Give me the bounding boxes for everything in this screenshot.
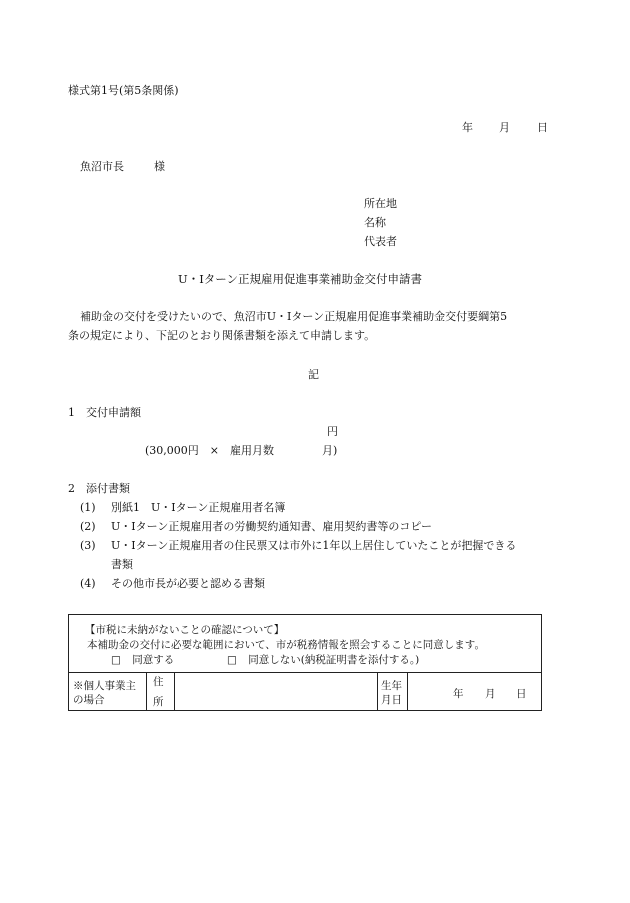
tax-box-text: 本補助金の交付に必要な範囲において、市が税務情報を照会することに同意します。 — [87, 639, 485, 651]
addressee-name: 魚沼市長 — [80, 160, 124, 173]
sole-proprietor-label-2: の場合 — [73, 694, 105, 706]
attachment-item-cont: 書類 — [111, 558, 133, 571]
addressee-honorific: 様 — [154, 160, 165, 173]
attachment-item-num: (2) — [80, 520, 96, 533]
disagree-checkbox[interactable]: □ — [227, 654, 237, 666]
attachment-item-text: 別紙1 U・Iターン正規雇用者名簿 — [111, 501, 286, 514]
attachment-item-num: (3) — [80, 539, 96, 552]
section2-heading: 2 添付書類 — [68, 482, 130, 495]
document-title: U・Iターン正規雇用促進事業補助金交付申請書 — [178, 272, 423, 286]
attachment-item-num: (1) — [80, 501, 96, 514]
agree-label: 同意する — [132, 654, 175, 666]
address-label: 住 — [153, 676, 164, 688]
agree-option[interactable] — [111, 653, 174, 667]
dob-label-2: 月日 — [381, 694, 402, 706]
yen-label: 円 — [327, 425, 338, 438]
applicant-representative-label: 代表者 — [364, 235, 397, 248]
date-day-label: 日 — [537, 121, 548, 134]
applicant-name-label: 名称 — [364, 216, 386, 229]
tax-box-heading: 【市税に未納がないことの確認について】 — [85, 624, 285, 636]
section1-heading: 1 交付申請額 — [68, 406, 141, 419]
body-line-1: 補助金の交付を受けたいので、魚沼市U・Iターン正規雇用促進事業補助金交付要綱第5 — [80, 310, 508, 323]
applicant-address-label: 所在地 — [364, 197, 397, 210]
date-month-label: 月 — [499, 121, 510, 134]
date-year-label: 年 — [462, 121, 473, 134]
address-field[interactable] — [175, 673, 376, 710]
address-label-2: 所 — [153, 696, 164, 708]
column-divider — [377, 672, 378, 710]
attachment-item-text: その他市長が必要と認める書類 — [111, 577, 265, 590]
ki-heading: 記 — [308, 368, 319, 381]
calc-formula-close: 月) — [322, 444, 338, 457]
dob-year-label: 年 — [453, 688, 464, 700]
column-divider — [146, 672, 147, 710]
dob-day-label: 日 — [516, 688, 527, 700]
attachment-item-text: U・Iターン正規雇用者の労働契約通知書、雇用契約書等のコピー — [111, 520, 432, 533]
dob-field[interactable] — [408, 673, 541, 710]
sole-proprietor-label: ※個人事業主 — [73, 680, 136, 692]
form-number: 様式第1号(第5条関係) — [68, 84, 179, 97]
calc-formula: (30,000円 × 雇用月数 — [145, 444, 274, 457]
disagree-label: 同意しない(納税証明書を添付する。) — [248, 654, 420, 666]
dob-month-label: 月 — [485, 688, 496, 700]
dob-label: 生年 — [381, 680, 402, 692]
attachment-item-num: (4) — [80, 577, 96, 590]
agree-checkbox[interactable]: □ — [111, 654, 121, 666]
attachment-item-text: U・Iターン正規雇用者の住民票又は市外に1年以上居住していたことが把握できる — [111, 539, 517, 552]
disagree-option[interactable] — [227, 653, 419, 667]
tax-consent-box — [68, 614, 542, 711]
body-line-2: 条の規定により、下記のとおり関係書類を添えて申請します。 — [68, 329, 376, 342]
